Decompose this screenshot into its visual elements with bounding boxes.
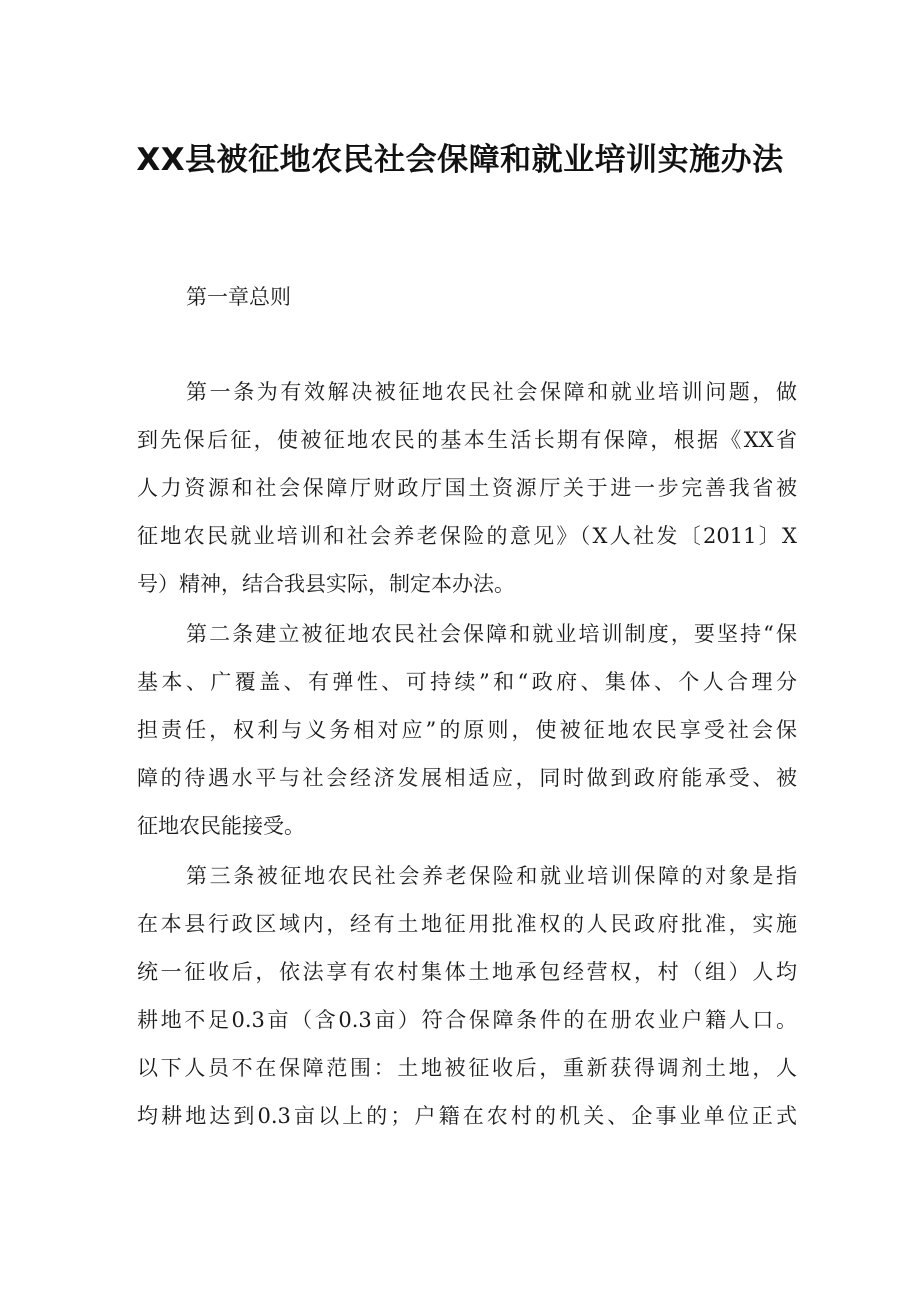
article-2-line-5: 征地农民能接受。	[137, 814, 305, 838]
article-3-line-1: 第三条被征地农民社会养老保险和就业培训保障的对象是指	[186, 864, 797, 888]
article-3-line-6: 均耕地达到0.3亩以上的；户籍在农村的机关、企事业单位正式	[137, 1104, 797, 1128]
article-3-line-5: 以下人员不在保障范围：土地被征收后，重新获得调剂土地，人	[137, 1056, 797, 1080]
article-3-line-3: 统一征收后，依法享有农村集体土地承包经营权，村（组）人均	[137, 960, 797, 984]
article-2-line-1: 第二条建立被征地农民社会保障和就业培训制度，要坚持“保	[186, 622, 797, 646]
article-3-line-4: 耕地不足0.3亩（含0.3亩）符合保障条件的在册农业户籍人口。	[137, 1008, 797, 1032]
article-2-line-4: 障的待遇水平与社会经济发展相适应，同时做到政府能承受、被	[137, 766, 797, 790]
document-title: XX县被征地农民社会保障和就业培训实施办法	[136, 142, 784, 178]
article-1-line-1: 第一条为有效解决被征地农民社会保障和就业培训问题，做	[186, 380, 797, 404]
article-1-line-3: 人力资源和社会保障厅财政厅国土资源厅关于进一步完善我省被	[137, 476, 797, 500]
article-1-line-4: 征地农民就业培训和社会养老保险的意见》（X人社发〔2011〕X	[137, 524, 797, 548]
article-2-line-2: 基本、广覆盖、有弹性、可持续”和“政府、集体、个人合理分	[137, 670, 797, 694]
article-2-line-3: 担责任，权利与义务相对应”的原则，使被征地农民享受社会保	[137, 718, 797, 742]
chapter-heading: 第一章总则	[186, 285, 291, 309]
article-1-line-5: 号）精神，结合我县实际，制定本办法。	[137, 572, 515, 596]
article-3-line-2: 在本县行政区域内，经有土地征用批准权的人民政府批准，实施	[137, 912, 797, 936]
article-1-line-2: 到先保后征，使被征地农民的基本生活长期有保障，根据《XX省	[137, 428, 797, 452]
